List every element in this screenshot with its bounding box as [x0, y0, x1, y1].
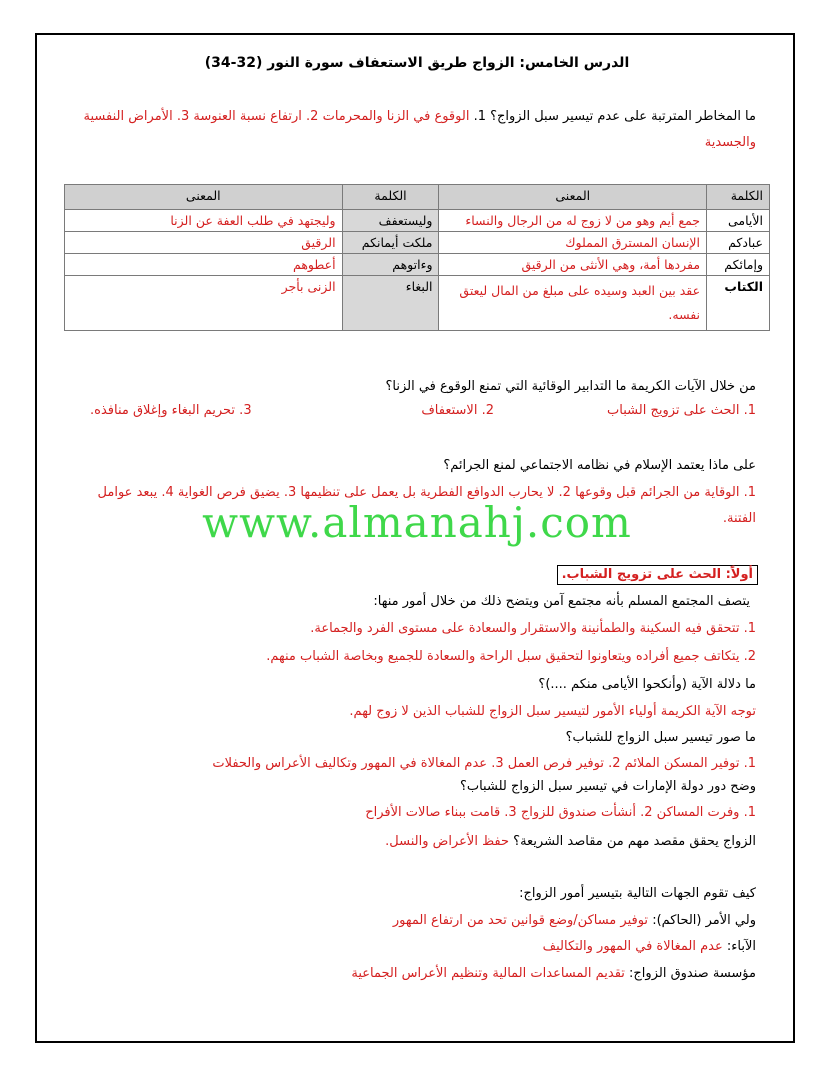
q1-line [72, 108, 756, 126]
vocab-meaning: الزنى بأجر [65, 276, 343, 331]
section1-intro: يتصف المجتمع المسلم بأنه مجتمع آمن ويتضح ذلك من خلال أمور منها: [373, 594, 750, 609]
vocab-word: الأيامى [707, 210, 770, 232]
q2-answer-2: 2. الاستعفاف [421, 403, 494, 418]
section2-item [72, 938, 756, 956]
uae-question: وضح دور دولة الإمارات في تيسير سبل الزواج للشباب؟ [459, 779, 756, 794]
item-label: الآباء: [726, 939, 756, 954]
q3-question: على ماذا يعتمد الإسلام في نظامه الاجتماعي لمنع الجرائم؟ [443, 458, 756, 473]
q1-answer: الوقوع في الزنا والمحرمات 2. ارتفاع نسبة العنوسة 3. الأمراض النفسية [83, 109, 470, 124]
item-value: توفير مساكن/وضع قوانين تحد من ارتفاع المهور [392, 913, 649, 928]
section2-item [72, 965, 756, 983]
q2-answer-1: 1. الحث على تزويج الشباب [607, 403, 756, 418]
q1-question: ما المخاطر المترتبة على عدم تيسير سبل الزواج؟ 1. [473, 109, 756, 124]
vocab-table [64, 184, 770, 331]
vocab-word: وليستعفف [342, 210, 439, 232]
vocab-word: البغاء [342, 276, 439, 331]
item-label: مؤسسة صندوق الزواج: [629, 966, 756, 981]
section2-item [72, 912, 756, 930]
item-value: عدم المغالاة في المهور والتكاليف [542, 939, 723, 954]
header-word-2: الكلمة [342, 185, 439, 210]
q2-question: من خلال الآيات الكريمة ما التدابير الوقائية التي تمنع الوقوع في الزنا؟ [385, 379, 756, 394]
q3-answer: 1. الوقاية من الجرائم قبل وقوعها 2. لا يحارب الدوافع الفطرية بل يعمل على تنظيمها 3. يضيق فرص الغواية 4. يبعد عوامل [97, 485, 756, 500]
vocab-meaning: مفردها أمة، وهي الأنثى من الرقيق [439, 254, 707, 276]
vocab-row [65, 254, 770, 276]
vocab-meaning: جمع أيم وهو من لا زوج له من الرجال والنساء [439, 210, 707, 232]
header-meaning-2: المعنى [65, 185, 343, 210]
watermark: www.almanahj.com [202, 498, 632, 547]
vocab-word: الكتاب [707, 276, 770, 331]
vocab-word: عبادكم [707, 232, 770, 254]
vocab-meaning: الإنسان المسترق المملوك [439, 232, 707, 254]
vocab-meaning: وليجتهد في طلب العفة عن الزنا [65, 210, 343, 232]
vocab-row [65, 210, 770, 232]
forms-answer: 1. توفير المسكن الملائم 2. توفير فرص العمل 3. عدم المغالاة في المهور وتكاليف الأعراس والحفلات [212, 756, 756, 771]
purpose-question: الزواج يحقق مقصد مهم من مقاصد الشريعة؟ [513, 834, 756, 849]
verse-question: ما دلالة الآية (وأنكحوا الأيامى منكم ....)؟ [538, 677, 756, 692]
vocab-meaning: أعطوهم [65, 254, 343, 276]
section1-heading: أولاً: الحث على تزويج الشباب. [557, 565, 758, 585]
uae-answer: 1. وفرت المساكن 2. أنشأت صندوق للزواج 3. قامت ببناء صالات الأفراح [365, 805, 756, 820]
vocab-word: وءاتوهم [342, 254, 439, 276]
vocab-word: وإمائكم [707, 254, 770, 276]
header-meaning-1: المعنى [439, 185, 707, 210]
q2-answer-3: 3. تحريم البغاء وإغلاق منافذه. [90, 403, 252, 418]
header-word-1: الكلمة [707, 185, 770, 210]
section1-point-1: 1. تتحقق فيه السكينة والطمأنينة والاستقرار والسعادة على مستوى الفرد والجماعة. [310, 621, 756, 636]
vocab-row [65, 276, 770, 331]
forms-question: ما صور تيسير سبل الزواج للشباب؟ [565, 730, 756, 745]
item-value: تقديم المساعدات المالية وتنظيم الأعراس الجماعية [351, 966, 625, 981]
lesson-title: الدرس الخامس: الزواج طريق الاستعفاف سورة النور (32-34) [204, 55, 630, 71]
vocab-meaning: الرقيق [65, 232, 343, 254]
vocab-word: ملكت أيمانكم [342, 232, 439, 254]
vocab-header-row [65, 185, 770, 210]
item-label: ولي الأمر (الحاكم): [652, 913, 756, 928]
purpose-line [72, 833, 756, 851]
vocab-row [65, 232, 770, 254]
section2-question: كيف تقوم الجهات التالية بتيسير أمور الزواج: [519, 886, 756, 901]
verse-answer: توجه الآية الكريمة أولياء الأمور لتيسير سبل الزواج للشباب الذين لا زوج لهم. [349, 704, 756, 719]
q3-answer-cont: الفتنة. [722, 511, 756, 526]
vocab-meaning: عقد بين العبد وسيده على مبلغ من المال ليعتق نفسه. [439, 276, 707, 331]
q1-answer-cont: والجسدية [704, 135, 756, 150]
q2-answers [90, 403, 762, 421]
purpose-answer: حفظ الأعراض والنسل. [385, 834, 510, 849]
section1-point-2: 2. يتكاتف جميع أفراده ويتعاونوا لتحقيق سبل الراحة والسعادة للجميع وبخاصة الشباب منهم. [266, 649, 756, 664]
section1-heading-line [72, 565, 758, 585]
